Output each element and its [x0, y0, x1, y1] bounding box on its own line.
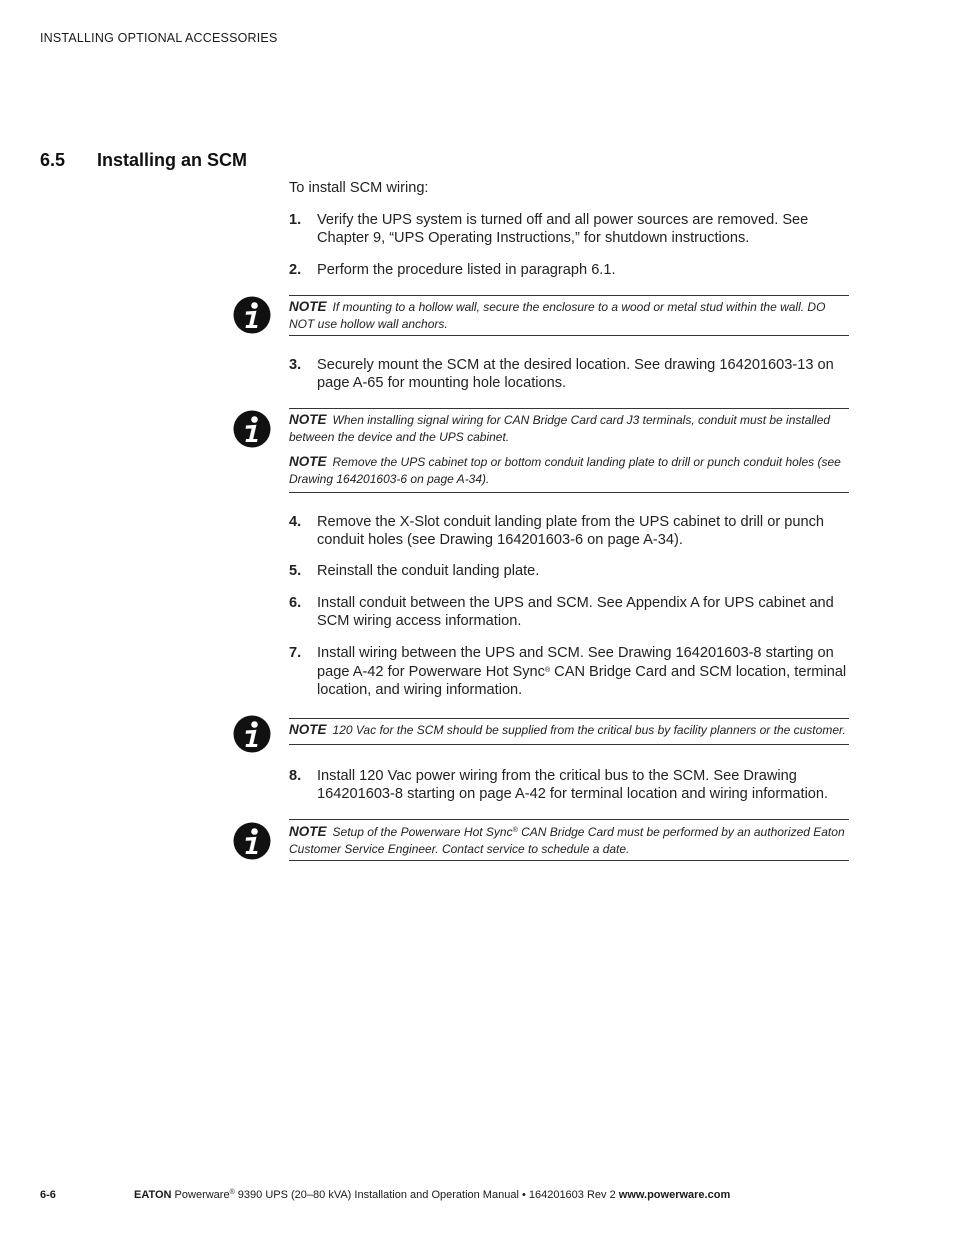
footer-product: Powerware: [171, 1189, 230, 1201]
step-number: 6.: [289, 595, 302, 611]
step-text: Perform the procedure listed in paragraph 6.1.: [317, 262, 616, 278]
step-item: [289, 356, 849, 392]
running-header: INSTALLING OPTIONAL ACCESSORIES: [40, 31, 278, 45]
registered-mark: ®: [229, 1189, 235, 1196]
step-text: Reinstall the conduit landing plate.: [317, 563, 540, 579]
step-item: [289, 644, 849, 699]
note-text: If mounting to a hollow wall, secure the enclosure to a wood or metal stud within the wall. DO NOT use hollow wall anchors.: [289, 300, 826, 331]
footer-description: 9390 UPS (20–80 kVA) Installation and Operation Manual • 164201603 Rev 2: [234, 1189, 619, 1201]
note-text: Remove the UPS cabinet top or bottom conduit landing plate to drill or punch conduit holes (see Drawing 164201603-6 on page A-34).: [289, 455, 841, 486]
page-number: 6-6: [40, 1189, 56, 1201]
step-text-part: CAN Bridge Card and SCM location, terminal location, and wiring information.: [317, 664, 847, 698]
step-item: [289, 767, 849, 803]
note-label: NOTE: [289, 824, 327, 839]
note-box: [289, 819, 849, 861]
note-text: 120 Vac for the SCM should be supplied from the critical bus by facility planners or the customer.: [332, 723, 846, 737]
info-icon: [233, 410, 271, 448]
section-title: Installing an SCM: [97, 150, 248, 170]
registered-mark: ®: [544, 667, 551, 674]
section-number: 6.5: [40, 150, 66, 170]
step-text: Install conduit between the UPS and SCM. See Appendix A for UPS cabinet and SCM wiring access information.: [317, 595, 834, 629]
step-text: Securely mount the SCM at the desired location. See drawing 164201603-13 on page A-65 for mounting hole locations.: [317, 357, 834, 391]
step-item: [289, 513, 849, 549]
step-text: Install 120 Vac power wiring from the critical bus to the SCM. See Drawing 164201603-8 starting on page A-42 for terminal location and wiring information.: [317, 768, 829, 802]
note-box: [289, 408, 849, 493]
step-number: 4.: [289, 514, 302, 530]
step-text: [317, 644, 849, 699]
note-text-part: Setup of the Powerware Hot Sync: [332, 825, 513, 839]
intro-text: To install SCM wiring:: [289, 180, 429, 196]
note-text: When installing signal wiring for CAN Bridge Card card J3 terminals, conduit must be installed between the device and the UPS cabinet.: [289, 413, 831, 444]
note-box: [289, 295, 849, 336]
step-number: 7.: [289, 645, 302, 661]
registered-mark: ®: [512, 827, 518, 834]
step-item: [289, 594, 849, 630]
step-item: [289, 562, 849, 580]
step-item: [289, 261, 849, 279]
info-icon: [233, 715, 271, 753]
step-number: 5.: [289, 563, 302, 579]
section-heading: [40, 150, 247, 171]
step-text: Remove the X-Slot conduit landing plate from the UPS cabinet to drill or punch conduit holes (see Drawing 164201603-6 on page A-34).: [317, 514, 825, 548]
footer-brand: EATON: [134, 1189, 172, 1201]
step-number: 3.: [289, 357, 302, 373]
note-label: NOTE: [289, 722, 327, 737]
footer-info: [134, 1189, 730, 1201]
note-label: NOTE: [289, 299, 327, 314]
step-number: 8.: [289, 768, 302, 784]
note-box: [289, 718, 849, 745]
step-text: Verify the UPS system is turned off and all power sources are removed. See Chapter 9, “UPS Operating Instructions,” for shutdown instructions.: [317, 212, 809, 246]
note-label: NOTE: [289, 454, 327, 469]
note-label: NOTE: [289, 412, 327, 427]
step-item: [289, 211, 849, 247]
step-number: 2.: [289, 262, 302, 278]
note-text-part: CAN Bridge Card must be performed by an authorized Eaton Customer Service Engineer. Contact service to schedule a date.: [289, 825, 845, 856]
footer-url: www.powerware.com: [618, 1189, 731, 1201]
info-icon: [233, 822, 271, 860]
step-text-part: Install wiring between the UPS and SCM. See Drawing 164201603-8 starting on page A-42 for Powerware Hot Sync: [317, 645, 834, 680]
info-icon: [233, 296, 271, 334]
step-number: 1.: [289, 212, 302, 228]
